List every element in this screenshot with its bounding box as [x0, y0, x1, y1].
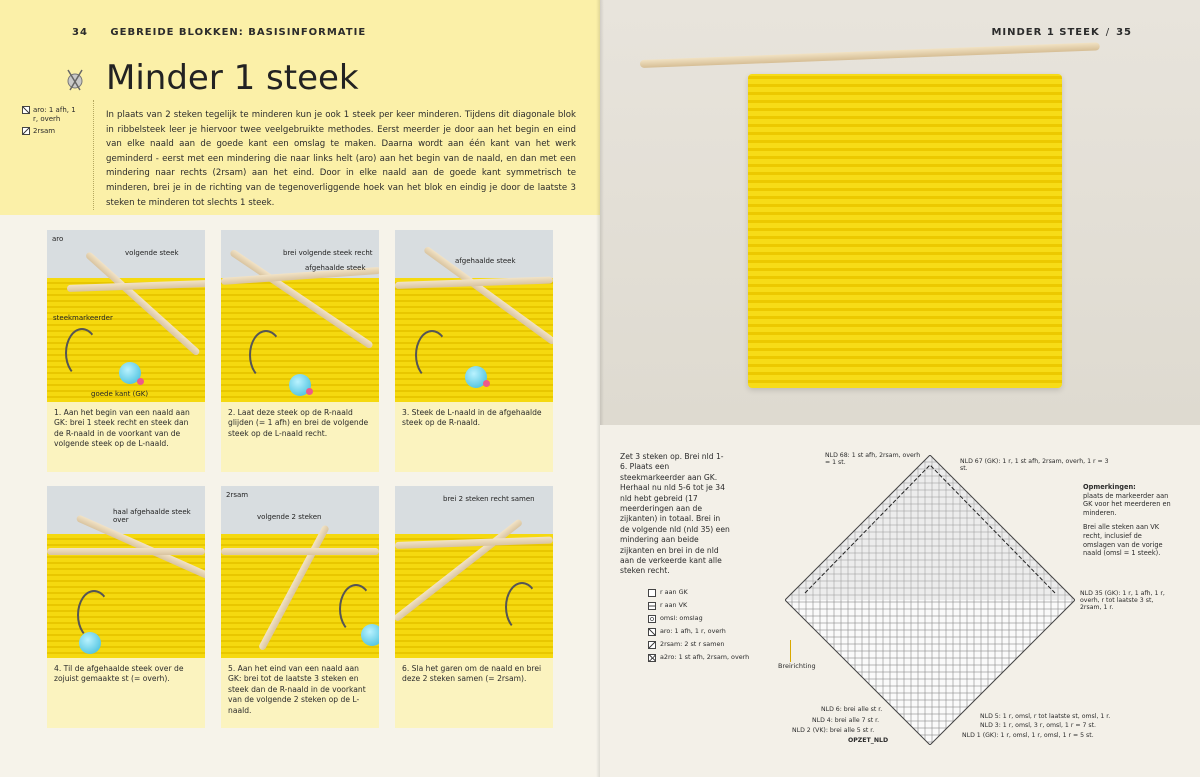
divider-dotted: [93, 100, 94, 210]
row-label-67: NLD 67 (GK): 1 r, 1 st afh, 2rsam, overh, 1 r = 3 st.: [960, 458, 1109, 472]
annotation: goede kant (GK): [91, 390, 149, 398]
step-3: [395, 230, 553, 472]
step-1: [47, 230, 205, 472]
remarks-title: Opmerkingen:: [1083, 483, 1136, 491]
chart-legend-item: a2ro: 1 st afh, 2rsam, overh: [648, 651, 749, 664]
empty-square-icon: [648, 589, 656, 597]
knitting-chart: [785, 455, 1075, 745]
chart-legend-item: omsl: omslag: [648, 612, 749, 625]
row-label-4: NLD 4: brei alle 7 st r.: [812, 717, 880, 724]
row-label-6: NLD 6: brei alle st r.: [821, 706, 883, 713]
annotation: afgehaalde steek: [455, 257, 516, 265]
2rsam-symbol-icon: [22, 127, 30, 135]
annotation: volgende steek: [125, 249, 179, 257]
knitting-needles-icon: [62, 66, 88, 92]
row-label-68: NLD 68: 1 st afh, 2rsam, overh = 1 st.: [825, 452, 921, 466]
step-5: [221, 486, 379, 728]
annotation: haal afgehaalde steek over: [113, 508, 191, 524]
remark-item: plaats de markeerder aan GK voor het meerderen en minderen.: [1083, 491, 1171, 517]
step-4: [47, 486, 205, 728]
row-label-2: NLD 2 (VK): brei alle 5 st r.: [792, 727, 875, 734]
row-label-1: NLD 1 (GK): 1 r, omsl, 1 r, omsl, 1 r = 5 st.: [962, 732, 1094, 739]
chart-legend-item: r aan VK: [648, 599, 749, 612]
section-title-left: GEBREIDE BLOKKEN: BASISINFORMATIE: [110, 27, 367, 38]
row-label-35: NLD 35 (GK): 1 r, 1 afh, 1 r, overh, r tot laatste 3 st, 2rsam, 1 r.: [1080, 590, 1165, 611]
step-photo: [395, 230, 553, 402]
remark-item: Brei alle steken aan VK recht, inclusief de omslagen van de vorige naald (omsl = 1 steek).: [1083, 523, 1163, 558]
intro-paragraph: In plaats van 2 steken tegelijk te minderen kun je ook 1 steek per keer minderen. Tijdens dit diagonale blok in ribbelsteek leer je hiervoor twee veelgebruikte methodes. Eerst meerder je door aan het begin en eind van elke naald aan de goede kant een omslag te maken. Daarna wordt aan één kant van het werk geminderd - eerst met een mindering die naar links helt (aro) aan het begin van de naald, en dan met een mindering naar rechts (2rsam) aan het eind. Door in elke naald aan de goede kant symmetrisch te minderen, brei je in de richting van de tegenoverliggende hoek van het blok en eindig je door de laatste 3 steken te minderen tot slechts 1 steek.: [106, 110, 576, 208]
step-caption: 3. Steek de L-naald in de afgehaalde steek op de R-naald.: [402, 408, 542, 428]
chart-legend-item: 2rsam: 2 st r samen: [648, 638, 749, 651]
row-label-5: NLD 5: 1 r, omsl, r tot laatste st, omsl, 1 r.: [980, 713, 1111, 720]
annotation: brei volgende steek recht: [283, 249, 373, 257]
step-caption: 2. Laat deze steek op de R-naald glijden (= 1 afh) en brei de volgende steek op de L-naald recht.: [228, 408, 369, 438]
step-caption: 4. Til de afgehaalde steek over de zojuist gemaakte st (= overh).: [54, 664, 184, 684]
step-2: [221, 230, 379, 472]
step-tag: 2rsam: [226, 491, 249, 499]
triangle-square-icon: [648, 654, 656, 662]
slash-left-square-icon: [648, 628, 656, 636]
chart-legend: [648, 586, 749, 664]
circle-square-icon: [648, 615, 656, 623]
page-number-right: 35: [1116, 27, 1132, 38]
annotation: volgende 2 steken: [257, 513, 322, 521]
step-caption: 6. Sla het garen om de naald en brei deze 2 steken samen (= 2rsam).: [402, 664, 542, 684]
row-label-3: NLD 3: 1 r, omsl, 3 r, omsl, 1 r = 7 st.: [980, 722, 1097, 729]
slash-right-square-icon: [648, 641, 656, 649]
annotation: steekmarkeerder: [53, 314, 113, 322]
dash-square-icon: [648, 602, 656, 610]
pattern-instructions: Zet 3 steken op. Brei nld 1-6. Plaats een steekmarkeerder aan GK. Herhaal nu nld 5-6 tot je 34 nld hebt gebreid (17 meerderingen aan de zijkanten) in totaal. Brei in de volgende nld (nld 35) een mindering aan beide zijkanten en brei in de nld aan de verkeerde kant alle steken recht.: [620, 452, 730, 576]
step-caption: 1. Aan het begin van een naald aan GK: brei 1 steek recht en steek dan de R-naald in de voorkant van de volgende steek op de L-naald.: [54, 408, 190, 449]
row-label-cast-on: OPZET_NLD: [848, 737, 889, 744]
left-running-header: [72, 27, 366, 38]
page-number-left: 34: [72, 27, 88, 38]
step-photo: [395, 486, 553, 658]
step-6: [395, 486, 553, 728]
knitted-swatch-image: [748, 74, 1062, 388]
side-legend-item: aro: 1 afh, 1 r, overh: [22, 106, 82, 124]
side-legend-item: 2rsam: [22, 127, 82, 136]
side-legend: [22, 106, 82, 139]
aro-symbol-icon: [22, 106, 30, 114]
page-title: Minder 1 steek: [106, 58, 359, 98]
chart-legend-item: aro: 1 afh, 1 r, overh: [648, 625, 749, 638]
step-caption: 5. Aan het eind van een naald aan GK: brei tot de laatste 3 steken en steek dan de R-naald in de voorkant van de volgende 2 steken op de L-naald.: [228, 664, 366, 715]
remarks: [1083, 483, 1173, 558]
step-tag: aro: [52, 235, 64, 243]
chart-legend-item: r aan GK: [648, 586, 749, 599]
right-running-header: MINDER 1 STEEK / 35: [991, 27, 1132, 38]
step-photo: [221, 486, 379, 658]
section-title-right: MINDER 1 STEEK: [991, 27, 1100, 38]
annotation: brei 2 steken recht samen: [443, 495, 535, 503]
annotation: afgehaalde steek: [305, 264, 366, 272]
knitting-direction: Breirichting: [778, 640, 816, 670]
